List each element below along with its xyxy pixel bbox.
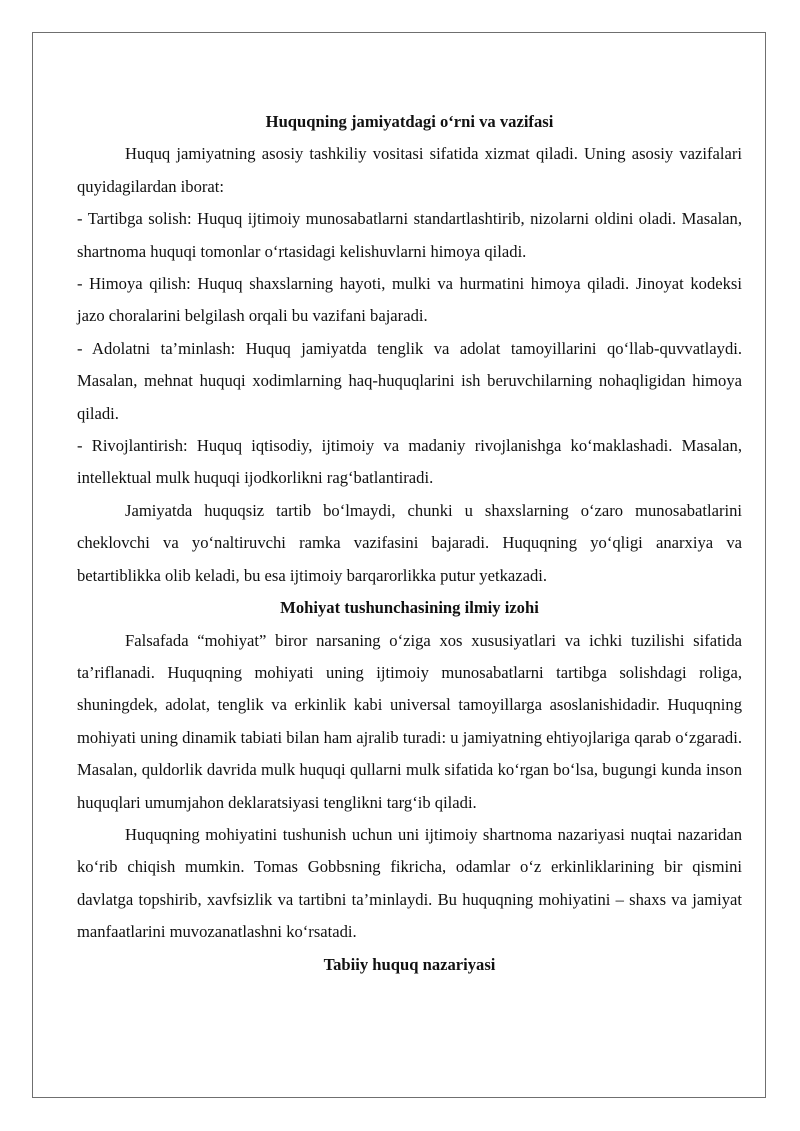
paragraph-order: Jamiyatda huquqsiz tartib bo‘lmaydi, chunki u shaxslarning o‘zaro munosabatlarini cheklovchi va yo‘naltiruvchi ramka vazifasini bajaradi. Huquqning yo‘qligi anarxiya va betartiblikka olib keladi, bu esa ijtimoiy barqarorlikka putur yetkazadi.	[77, 500, 742, 585]
list-item-justice: - Adolatni ta’minlash: Huquq jamiyatda tenglik va adolat tamoyillarini qo‘llab-quvvatlaydi. Masalan, mehnat huquqi xodimlarning haq-huquqlarini ish beruvchilarning nohaqligidan himoya qiladi.	[77, 338, 742, 423]
document-body	[77, 106, 742, 981]
list-item-development: - Rivojlantirish: Huquq iqtisodiy, ijtimoiy va madaniy rivojlanishga ko‘maklashadi. Masalan, intellektual mulk huquqi ijodkorlikni rag‘batlantiradi.	[77, 436, 742, 488]
section-heading-essence: Mohiyat tushunchasining ilmiy izohi	[280, 598, 539, 618]
paragraph-essence: Falsafada “mohiyat” biror narsaning o‘ziga xos xususiyatlari va ichki tuzilishi sifatida ta’riflanadi. Huquqning mohiyati uning ijtimoiy munosabatlarni tartibga solishdagi roliga, shuningdek, adolat, tenglik va erkinlik kabi universal tamoyillarga asoslanishidadir. Huquqning mohiyati uning dinamik tabiati bilan ham ajralib turadi: u jamiyatning ehtiyojlariga qarab o‘zgaradi. Masalan, quldorlik davrida mulk huquqi qullarni mulk sifatida ko‘rgan bo‘lsa, bugungi kunda inson huquqlari umumjahon deklaratsiyasi tenglikni targ‘ib qiladi.	[77, 630, 742, 812]
paragraph-social-contract: Huquqning mohiyatini tushunish uchun uni ijtimoiy shartnoma nazariyasi nuqtai nazaridan ko‘rib chiqish mumkin. Tomas Gobbsning fikricha, odamlar o‘z erkinliklarining bir qismini davlatga topshirib, xavfsizlik va tartibni ta’minlaydi. Bu huquqning mohiyatini – shaxs va jamiyat manfaatlarini muvozanatlashni ko‘rsatadi.	[77, 824, 742, 942]
section-heading-natural-law: Tabiiy huquq nazariyasi	[323, 954, 496, 974]
section-heading-role: Huquqning jamiyatdagi o‘rni va vazifasi	[265, 112, 554, 131]
list-item-regulation: - Tartibga solish: Huquq ijtimoiy munosabatlarni standartlashtirib, nizolarni oldini oladi. Masalan, shartnoma huquqi tomonlar o‘rtasidagi kelishuvlarni himoya qiladi.	[77, 209, 742, 261]
paragraph-intro: Huquq jamiyatning asosiy tashkiliy vositasi sifatida xizmat qiladi. Uning asosiy vazifalari quyidagilardan iborat:	[77, 144, 742, 196]
list-item-protection: - Himoya qilish: Huquq shaxslarning hayoti, mulki va hurmatini himoya qiladi. Jinoyat kodeksi jazo choralarini belgilash orqali bu vazifani bajaradi.	[77, 274, 742, 326]
